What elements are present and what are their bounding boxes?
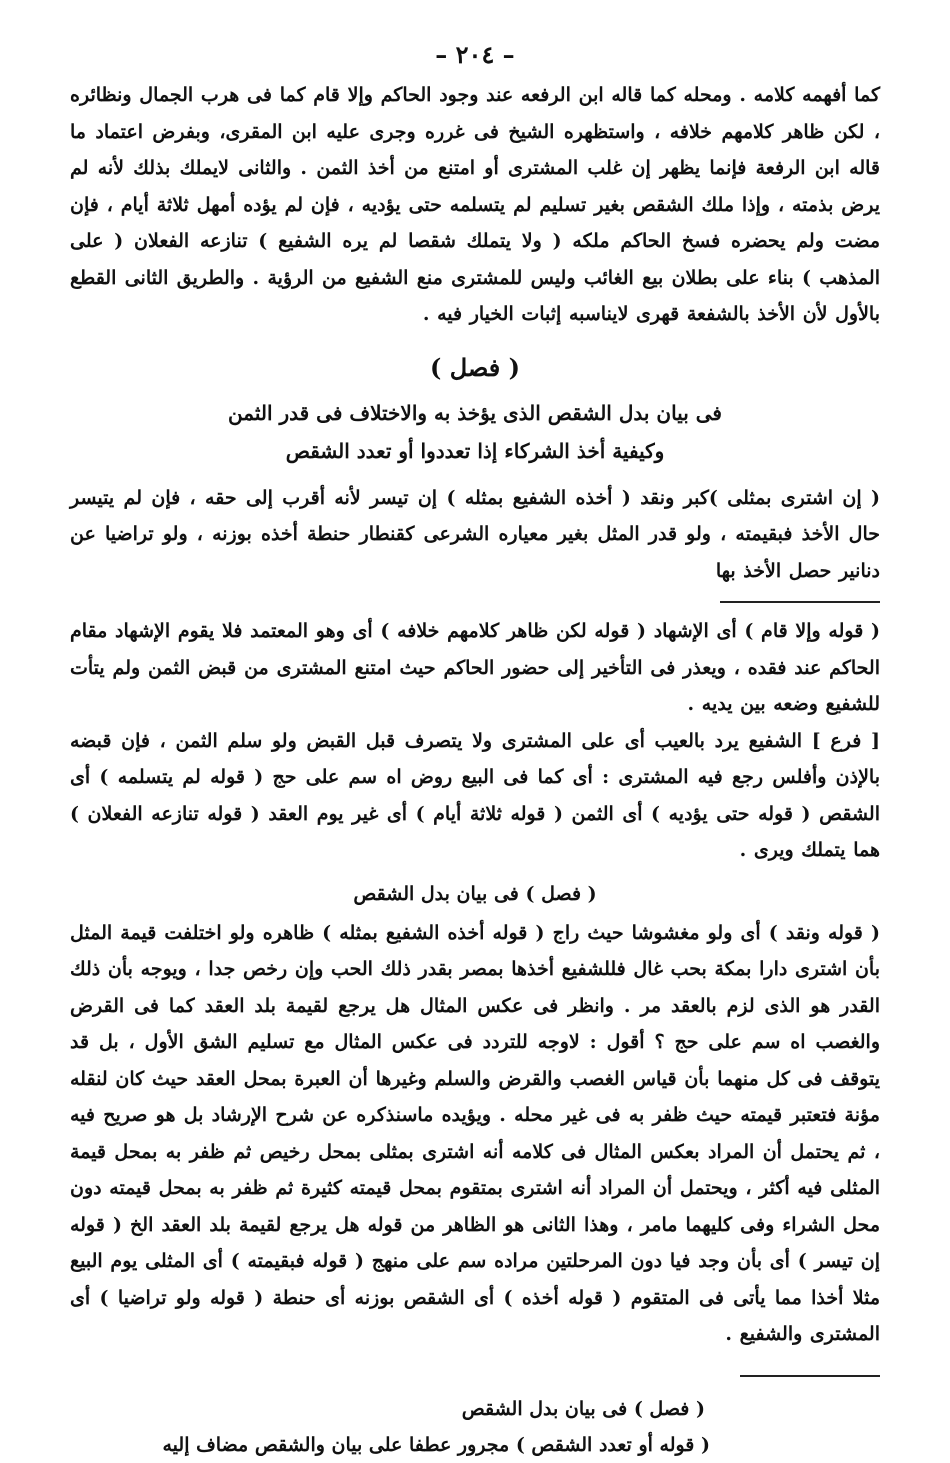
section-title: ( فصل ) <box>430 352 520 382</box>
section-subtitle-2: وكيفية أخذ الشركاء إذا تعددوا أو تعدد الشقص <box>285 438 665 463</box>
page-number: – ٢٠٤ – <box>435 40 515 69</box>
note-paragraph-2: [ فرع ] الشفيع يرد بالعيب أى على المشترى ولا يتصرف قبل القبض ولو سلم الثمن ، فإن قبضه بالإذن وأفلس رجع فيه المشترى : أى كما فى البيع روض اه سم على حج ( قوله لم يتسلمه ) أى الشقص ( قوله حتى يؤديه ) أى الثمن ( قوله ثلاثة أيام ) أى غير يوم العقد ( قوله تنازعه الفعلان ) هما يتملك ويرى . <box>70 729 880 861</box>
footer-divider <box>740 1375 880 1377</box>
footer-heading-2: ( قوله أو تعدد الشقص ) مجرور عطفا على بيان والشقص مضاف إليه <box>162 1433 710 1456</box>
main-paragraph-1: كما أفهمه كلامه . ومحله كما قاله ابن الرفعه عند وجود الحاكم وإلا قام كما فى هرب الجمال ونظائره ، لكن ظاهر كلامهم خلافه ، واستظهره الشيخ فى غرره وجرى عليه ابن المقرى، وبفرض اعتماد ما قاله ابن الرفعة فإنما يظهر إن غلب المشترى أو امتنع من أخذ الثمن . والثانى لايملك بذلك لأنه لم يرض بذمته ، وإذا ملك الشقص بغير تسليم لم يتسلمه حتى يؤديه ، فإن لم يؤده أمهل ثلاثة أيام ، فإن مضت ولم يحضره فسخ الحاكم ملكه ( ولا يتملك شقصا لم يره الشفيع ) تنازعه الفعلان ( على المذهب ) بناء على بطلان بيع الغائب وليس للمشترى منع الشفيع من الرؤية . والطريق الثانى القطع بالأول لأن الأخذ بالشفعة قهرى لايناسبه إثبات الخيار فيه . <box>70 84 880 325</box>
note-fasl-heading: ( فصل ) فى بيان بدل الشقص <box>353 882 597 905</box>
section-subtitle-block <box>70 394 880 470</box>
main-text-block <box>70 77 880 589</box>
section-subtitle-1: فى بيان بدل الشقص الذى يؤخذ به والاختلاف فى قدر الثمن <box>228 400 722 425</box>
notes-block <box>70 613 880 1353</box>
footer-heading-1: ( فصل ) فى بيان بدل الشقص <box>461 1397 705 1420</box>
note-paragraph-3: ( قوله ونقد ) أى ولو مغشوشا حيث راج ( قوله أخذه الشفيع بمثله ) ظاهره ولو اختلفت قيمة المثل بأن اشترى دارا بمكة بحب غال فللشفيع أخذها بمصر بقدر ذلك الحب وإن رخص جدا ، ويوجه بأن ذلك القدر هو الذى لزم بالعقد مر . وانظر فى عكس المثال هل يرجع لقيمة بلد العقد كما فى القرض والغصب اه سم على حج ؟ أقول : لاوجه للتردد فى عكس المثال مع تسليم الشق الأول ، بل قد يتوقف فى كل منهما بأن قياس الغصب والقرض والسلم وغيرها أن العبرة بمحل العقد حيث كان لنقله مؤنة فتعتبر قيمته حيث ظفر به فى غير محله . ويؤيده ماسنذكره عن شرح الإرشاد بل هو صريح فيه ، ثم يحتمل أن المراد بعكس المثال فى كلامه أنه اشترى بمثلى بمحل رخيص ثم ظفر به بمحل قيمة المثلى فيه أكثر ، ويحتمل أن المراد أنه اشترى بمتقوم بمحل قيمته كثيرة ثم ظفر به بمحل قيمته دون محل الشراء وفى كليهما مامر ، وهذا الثانى هو الظاهر من قوله هل يرجع لقيمة بلد العقد الخ ( قوله إن تيسر ) أى بأن وجد فيا دون المرحلتين مراده سم على منهج ( قوله فبقيمته ) أى المثلى يوم البيع مثلا أخذا مما يأتى فى المتقوم ( قوله أخذه ) أى الشقص بوزنه أى حنطة ( قوله ولو تراضيا ) أى المشترى والشفيع . <box>70 921 880 1345</box>
footnote-divider <box>720 601 880 603</box>
main-paragraph-2: ( إن اشترى بمثلى )كبر ونقد ( أخذه الشفيع بمثله ) إن تيسر لأنه أقرب إلى حقه ، فإن لم يتيسر حال الأخذ فبقيمته ، ولو قدر المثل بغير معياره الشرعى كقنطار حنطة أخذه بوزنه ، ولو تراضيا عن دنانير حصل الأخذ بها <box>70 486 880 582</box>
note-paragraph-1: ( قوله وإلا قام ) أى الإشهاد ( قوله لكن ظاهر كلامهم خلافه ) أى وهو المعتمد فلا يقوم الإشهاد مقام الحاكم عند فقده ، ويعذر فى التأخير إلى حضور الحاكم حيث امتنع المشترى من قبض الثمن ولم يتأت للشفيع وضعه بين يديه . <box>70 620 880 715</box>
page <box>70 40 880 1463</box>
